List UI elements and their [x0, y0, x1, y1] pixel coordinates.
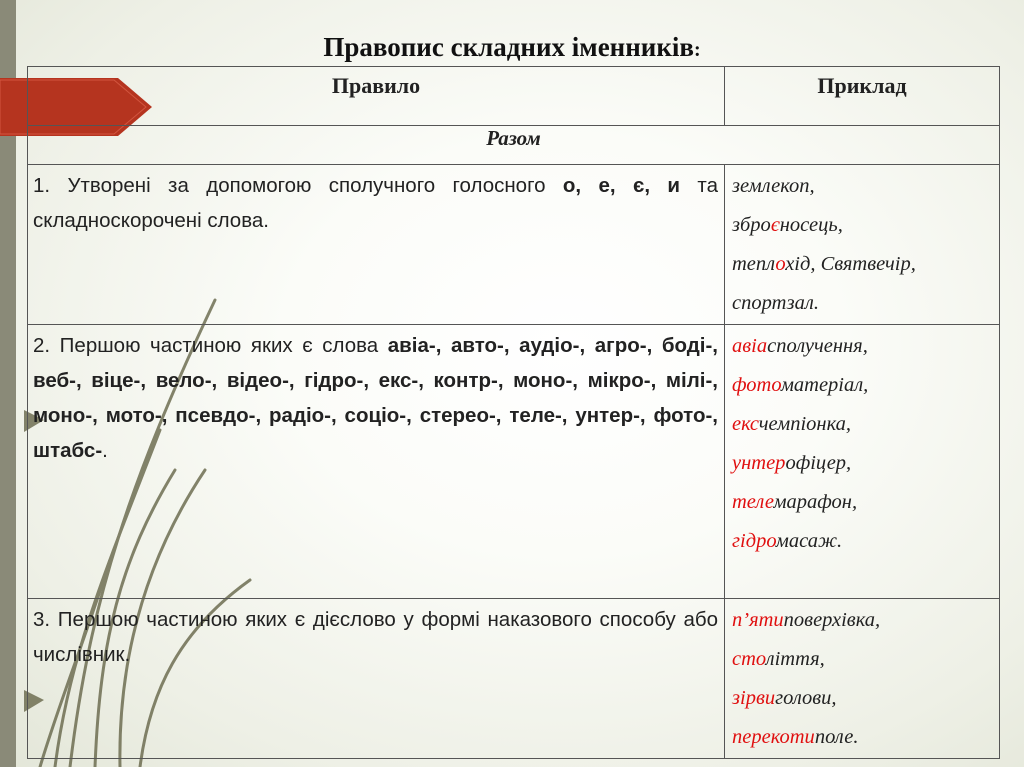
header-rule: Правило [28, 67, 725, 126]
title-colon: : [694, 39, 701, 61]
rules-table [27, 66, 1000, 759]
example-text: поверхівка, [783, 609, 881, 631]
example-word [732, 718, 995, 757]
page-title [0, 32, 1024, 63]
example-highlight: гідро [732, 530, 776, 552]
example-text: марафон, [773, 491, 858, 513]
example-text: хід, Святвечір, [785, 253, 916, 275]
example-text: тепл [732, 253, 776, 275]
example-word [732, 366, 995, 405]
header-row [28, 67, 1000, 126]
example-word [732, 284, 995, 323]
example-cell [725, 599, 1000, 759]
rule-cell [28, 325, 725, 599]
example-highlight: є [770, 214, 780, 236]
example-highlight: о [775, 253, 786, 275]
example-text: поле. [814, 726, 859, 748]
example-word [732, 522, 995, 561]
table-row [28, 325, 1000, 599]
rule-text: та складноскорочені слова. [33, 174, 718, 232]
rule-text: . [102, 439, 108, 462]
rule-text: 2. Першою частиною яких є слова [33, 334, 388, 357]
example-text: чемпіонка, [758, 413, 852, 435]
example-word [732, 245, 995, 284]
example-word [732, 444, 995, 483]
section-label: Разом [28, 126, 1000, 165]
example-word [732, 601, 995, 640]
example-text: офіцер, [785, 452, 852, 474]
example-highlight: перекоти [732, 726, 815, 748]
section-row [28, 126, 1000, 165]
example-word [732, 640, 995, 679]
example-highlight: п’яти [732, 609, 784, 631]
example-text: землекоп, [732, 175, 815, 197]
rule-cell [28, 599, 725, 759]
example-text: ліття, [765, 648, 825, 670]
rule-cell [28, 165, 725, 325]
example-word [732, 327, 995, 366]
example-word [732, 206, 995, 245]
example-text: збро [732, 214, 771, 236]
example-text: сполучення, [767, 335, 868, 357]
example-text: носець, [779, 214, 843, 236]
example-cell [725, 325, 1000, 599]
example-cell [725, 165, 1000, 325]
example-text: спортзал. [732, 292, 819, 314]
header-example: Приклад [725, 67, 1000, 126]
rule-text: 1. Утворені за допомогою сполучного голосного [33, 174, 563, 197]
table-row [28, 165, 1000, 325]
example-word [732, 679, 995, 718]
example-text: голови, [775, 687, 837, 709]
rule-text-bold: о, е, є, и [562, 174, 681, 197]
example-text: матеріал, [780, 374, 869, 396]
example-text: масаж. [775, 530, 843, 552]
rule-text: 3. Першою частиною яких є дієслово у формі наказового способу або числівник. [33, 608, 718, 666]
example-highlight: теле [732, 491, 774, 513]
example-highlight: зірви [732, 687, 776, 709]
example-highlight: сто [732, 648, 766, 670]
example-word [732, 405, 995, 444]
title-text: Правопис складних іменників [323, 32, 694, 62]
example-word [732, 167, 995, 206]
rule-text-bold: авіа-, авто-, аудіо-, агро-, боді-, веб-, віце-, вело-, відео-, гідро-, екс-, контр-, моно-, мікро-, мілі-, моно-, мото-, псевдо-, радіо-, соціо-, стерео-, теле-, унтер-, фото-, штабс- [33, 334, 718, 462]
example-highlight: авіа [732, 335, 768, 357]
example-word [732, 483, 995, 522]
example-highlight: фото [732, 374, 781, 396]
table-row [28, 599, 1000, 759]
example-highlight: екс [732, 413, 759, 435]
example-highlight: унтер [732, 452, 786, 474]
